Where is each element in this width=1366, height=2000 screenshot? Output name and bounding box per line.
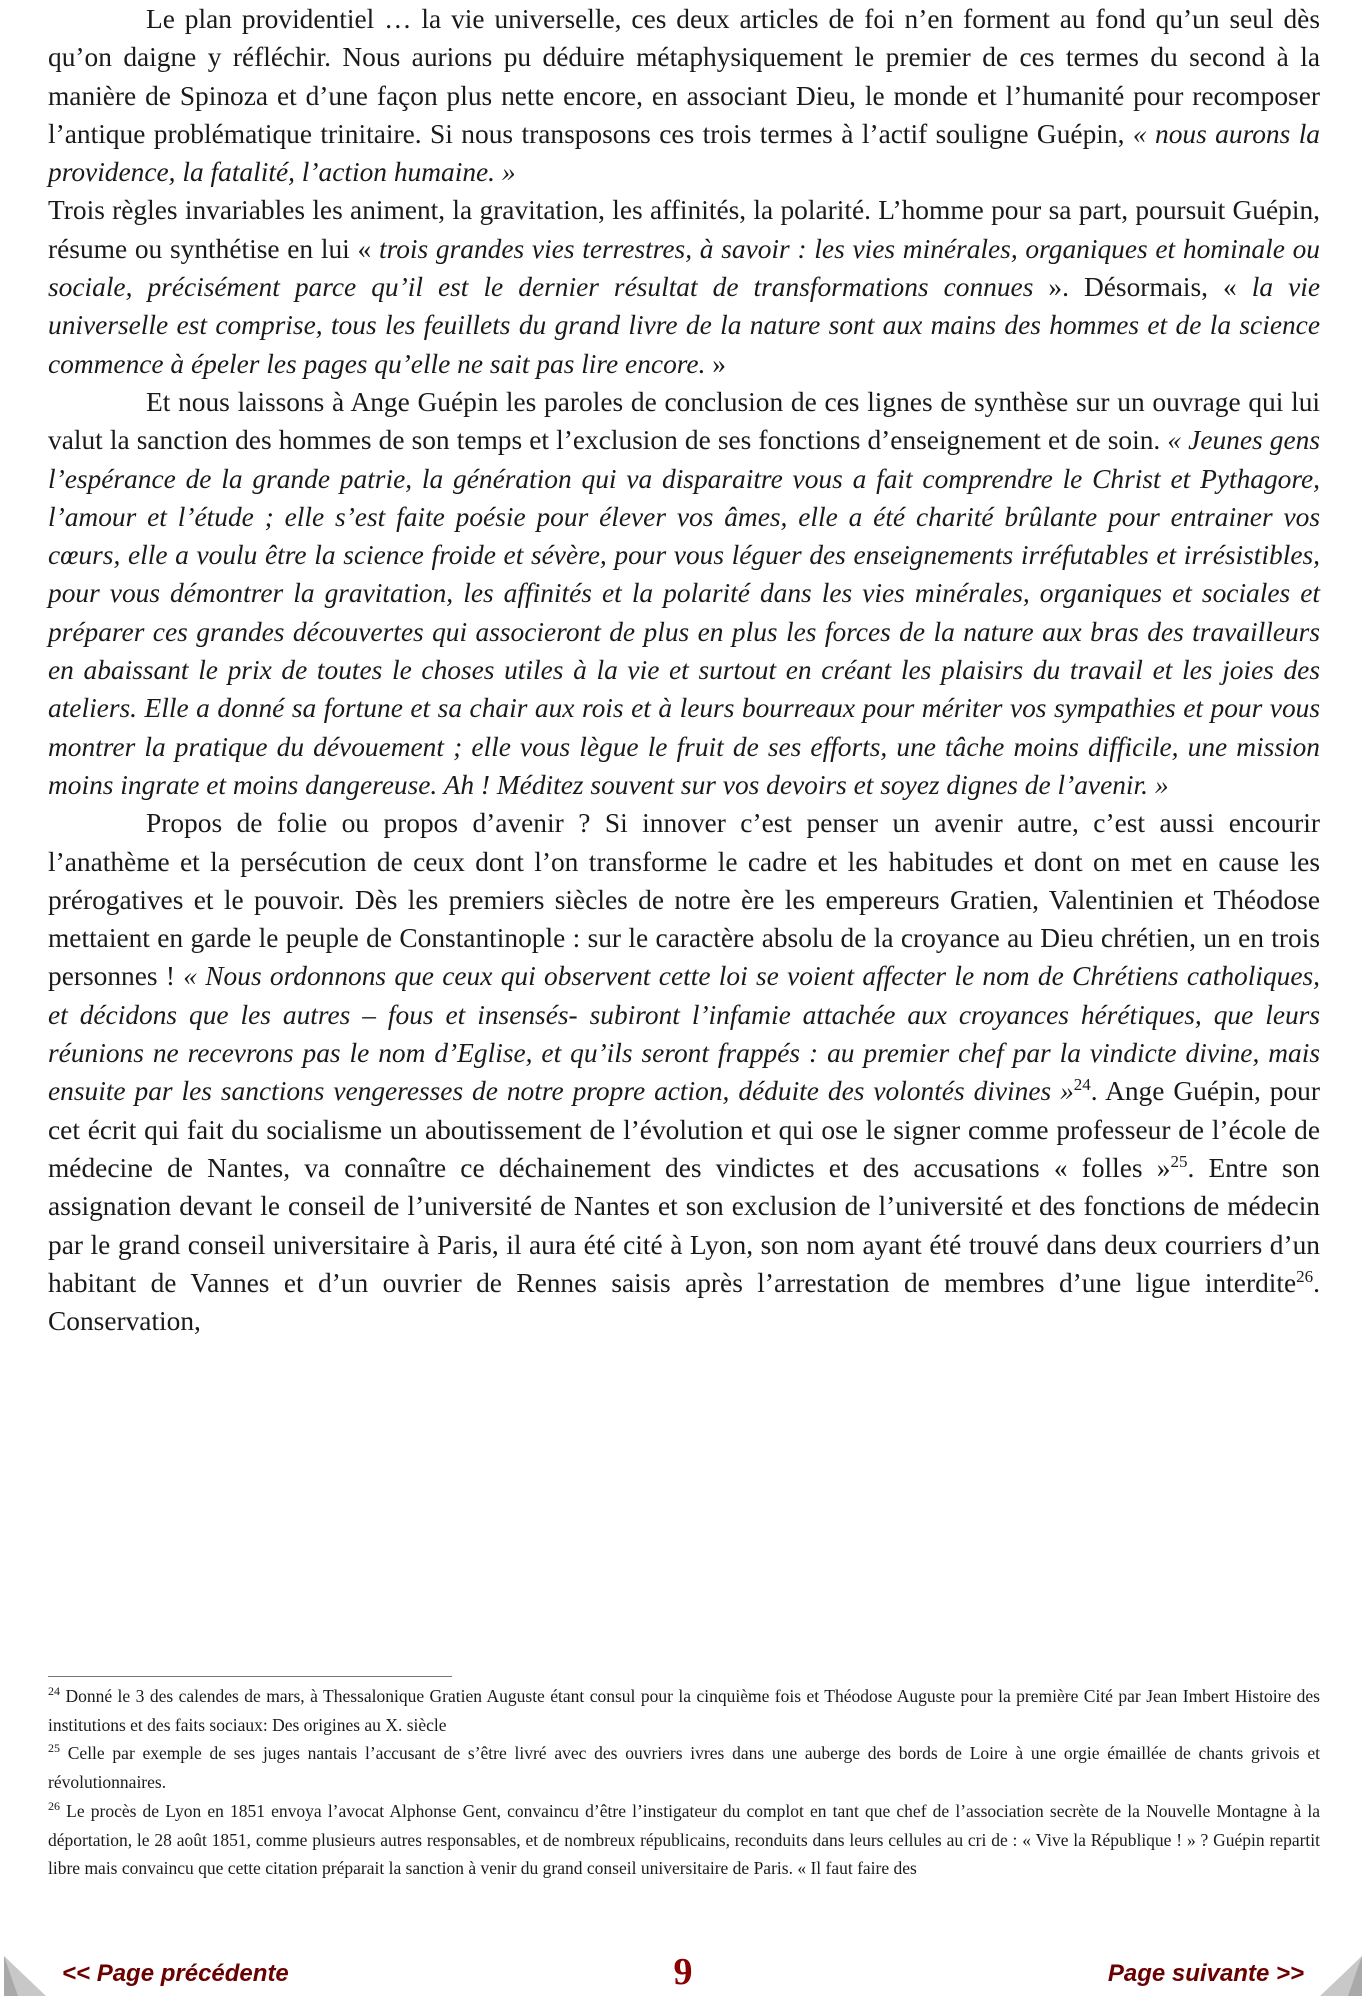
footnote-24: $^{24}$ Donné le 3 des calendes de mars, à Thessalonique Gratien Auguste étant consul pour la cinquième fois et Théodose Auguste pour la première Cité par Jean Imbert Histoire des institutions et des faits sociaux: Des origines au X. siècle [48, 1684, 1320, 1735]
footnote-ref-24[interactable]: 24 [1073, 1075, 1091, 1095]
page-curl-right-icon [1320, 1956, 1362, 1996]
footnotes [48, 1682, 1320, 1883]
quote: la vie universelle est comprise, tous les feuillets du grand livre de la nature sont aux mains des hommes et de la science commence à épeler les pages qu’elle ne sait pas lire encore. [48, 272, 1320, 379]
quote: « Nous ordonnons que ceux qui observent cette loi se voient affecter le nom de Chrétiens catholiques, et décidons que les autres – fous et insensés- subiront l’infamie attachée aux croyances hérétiques, que leurs réunions ne recevrons pas le nom d’Eglise, et qu’ils seront frappés : au premier chef par la vindicte divine, mais ensuite par les sanctions vengeresses de notre propre action, déduite des volontés divines » [48, 961, 1321, 1107]
quote: « Jeunes gens l’espérance de la grande patrie, la génération qui va disparaitre vous a fait comprendre le Christ et Pythagore, l’amour et l’étude ; elle s’est faite poésie pour élever vos âmes, elle a été charité brûlante pour entrainer vos cœurs, elle a voulu être la science froide et sévère, pour vous léguer des enseignements irréfutables et irrésistibles, pour vous démontrer la gravitation, les affinités et la polarité dans les vies minérales, organiques et sociales et préparer ces grandes découvertes qui associeront de plus en plus les forces de la nature aux bras des travailleurs en abaissant le prix de toutes le choses utiles à la vie et surtout en créant les plaisirs du travail et les joies des ateliers. Elle a donné sa fortune et sa chair aux rois et à leurs bourreaux pour mériter vos sympathies et pour vous montrer la pratique du dévouement ; elle vous lègue le fruit de ses efforts, une tâche moins difficile, une mission moins ingrate et moins dangereuse. Ah ! Méditez souvent sur vos devoirs et soyez dignes de l’avenir. » [48, 425, 1320, 800]
footnote-separator [48, 1676, 452, 1677]
page-content [48, 0, 1320, 1340]
paragraph-3: Et nous laissons à Ange Guépin les paroles de conclusion de ces lignes de synthèse sur un ouvrage qui lui valut la sanction des hommes de son temps et l’exclusion de ses fonctions d’enseignement et de soin. « Jeunes gens l’espérance de la grande patrie, la génération qui va disparaitre vous a fait comprendre le Christ et Pythagore, l’amour et l’étude ; elle s’est faite poésie pour élever vos âmes, elle a été charité brûlante pour entrainer vos cœurs, elle a voulu être la science froide et sévère, pour vous léguer des enseignements irréfutables et irrésistibles, pour vous démontrer la gravitation, les affinités et la polarité dans les vies minérales, organiques et sociales et préparer ces grandes découvertes qui associeront de plus en plus les forces de la nature aux bras des travailleurs en abaissant le prix de toutes le choses utiles à la vie et surtout en créant les plaisirs du travail et les joies des ateliers. Elle a donné sa fortune et sa chair aux rois et à leurs bourreaux pour mériter vos sympathies et pour vous montrer la pratique du dévouement ; elle vous lègue le fruit de ses efforts, une tâche moins difficile, une mission moins ingrate et moins dangereuse. Ah ! Méditez souvent sur vos devoirs et soyez dignes de l’avenir. » [48, 386, 1320, 800]
paragraph-2: Trois règles invariables les animent, la gravitation, les affinités, la polarité. L’homme pour sa part, poursuit Guépin, résume ou synthétise en lui « trois grandes vies terrestres, à savoir : les vies minérales, organiques et hominale ou sociale, précisément parce qu’il est le dernier résultat de transformations connues ». Désormais, « la vie universelle est comprise, tous les feuillets du grand livre de la nature sont aux mains des hommes et de la science commence à épeler les pages qu’elle ne sait pas lire encore. » [48, 195, 1320, 379]
quote: trois grandes vies terrestres, à savoir : les vies minérales, organiques et hominale ou sociale, précisément parce qu’il est le dernier résultat de transformations connues [48, 233, 1320, 303]
next-page-link[interactable]: Page suivante >> [1107, 1960, 1304, 1987]
paragraph-4: Propos de folie ou propos d’avenir ? Si innover c’est penser un avenir autre, c’est aussi encourir l’anathème et la persécution de ceux dont l’on transforme le cadre et les habitudes et dont on met en cause les prérogatives et le pouvoir. Dès les premiers siècles de notre ère les empereurs Gratien, Valentinien et Théodose mettaient en garde le peuple de Constantinople : sur le caractère absolu de la croyance au Dieu chrétien, un en trois personnes ! « Nous ordonnons que ceux qui observent cette loi se voient affecter le nom de Chrétiens catholiques, et décidons que les autres – fous et insensés- subiront l’infamie attachée aux croyances hérétiques, que leurs réunions ne recevrons pas le nom d’Eglise, et qu’ils seront frappés : au premier chef par la vindicte divine, mais ensuite par les sanctions vengeresses de notre propre action, déduite des volontés divines »$^{24}$. Ange Guépin, pour cet écrit qui fait du socialisme un aboutissement de l’évolution et qui ose le signer comme professeur de l’école de médecine de Nantes, va connaître ce déchainement des vindictes et des accusations « folles »$^{25}$. Entre son assignation devant le conseil de l’université de Nantes et son exclusion de l’université et des fonctions de médecin par le grand conseil universitaire à Paris, il aura été cité à Lyon, son nom ayant été trouvé dans deux courriers d’un habitant de Vannes et d’un ouvrier de Rennes saisis après l’arrestation de membres d’une ligue interdite$^{26}$. Conservation, [48, 808, 1321, 1337]
footnote-ref-26[interactable]: 26 [1296, 1266, 1314, 1286]
footnote-ref-25[interactable]: 25 [1170, 1151, 1188, 1171]
paragraph-1: Le plan providentiel … la vie universelle, ces deux articles de foi n’en forment au fond qu’un seul dès qu’on daigne y réfléchir. Nous aurions pu déduire métaphysiquement le premier de ces termes du second à la manière de Spinoza et d’une façon plus nette encore, en associant Dieu, le monde et l’humanité pour recomposer l’antique problématique trinitaire. Si nous transposons ces trois termes à l’actif souligne Guépin, « nous aurons la providence, la fatalité, l’action humaine. » [48, 4, 1321, 188]
page-footer [0, 1950, 1366, 2000]
body-text [48, 0, 1320, 1340]
quote: « nous aurons la providence, la fatalité, l’action humaine. » [48, 118, 1321, 188]
previous-page-link[interactable]: << Page précédente [62, 1960, 289, 1987]
page-number: 9 [673, 1951, 693, 1993]
footnote-25: $^{25}$ Celle par exemple de ses juges nantais l’accusant de s’être livré avec des ouvriers ivres dans une auberge des bords de Loire à une orgie émaillée de chants grivois et révolutionnaires. [48, 1741, 1320, 1793]
footnote-26: $^{26}$ Le procès de Lyon en 1851 envoya l’avocat Alphonse Gent, convaincu d’être l’instigateur du complot en tant que chef de l’association secrète de la Nouvelle Montagne à la déportation, le 28 août 1851, comme plusieurs autres responsables, et de nombreux républicains, reconduits dans leurs cellules au cri de : « Vive la République ! » ? Guépin repartit libre mais convaincu que cette citation préparait la sanction à venir du grand conseil universitaire de Paris. « Il faut faire des [48, 1798, 1320, 1879]
